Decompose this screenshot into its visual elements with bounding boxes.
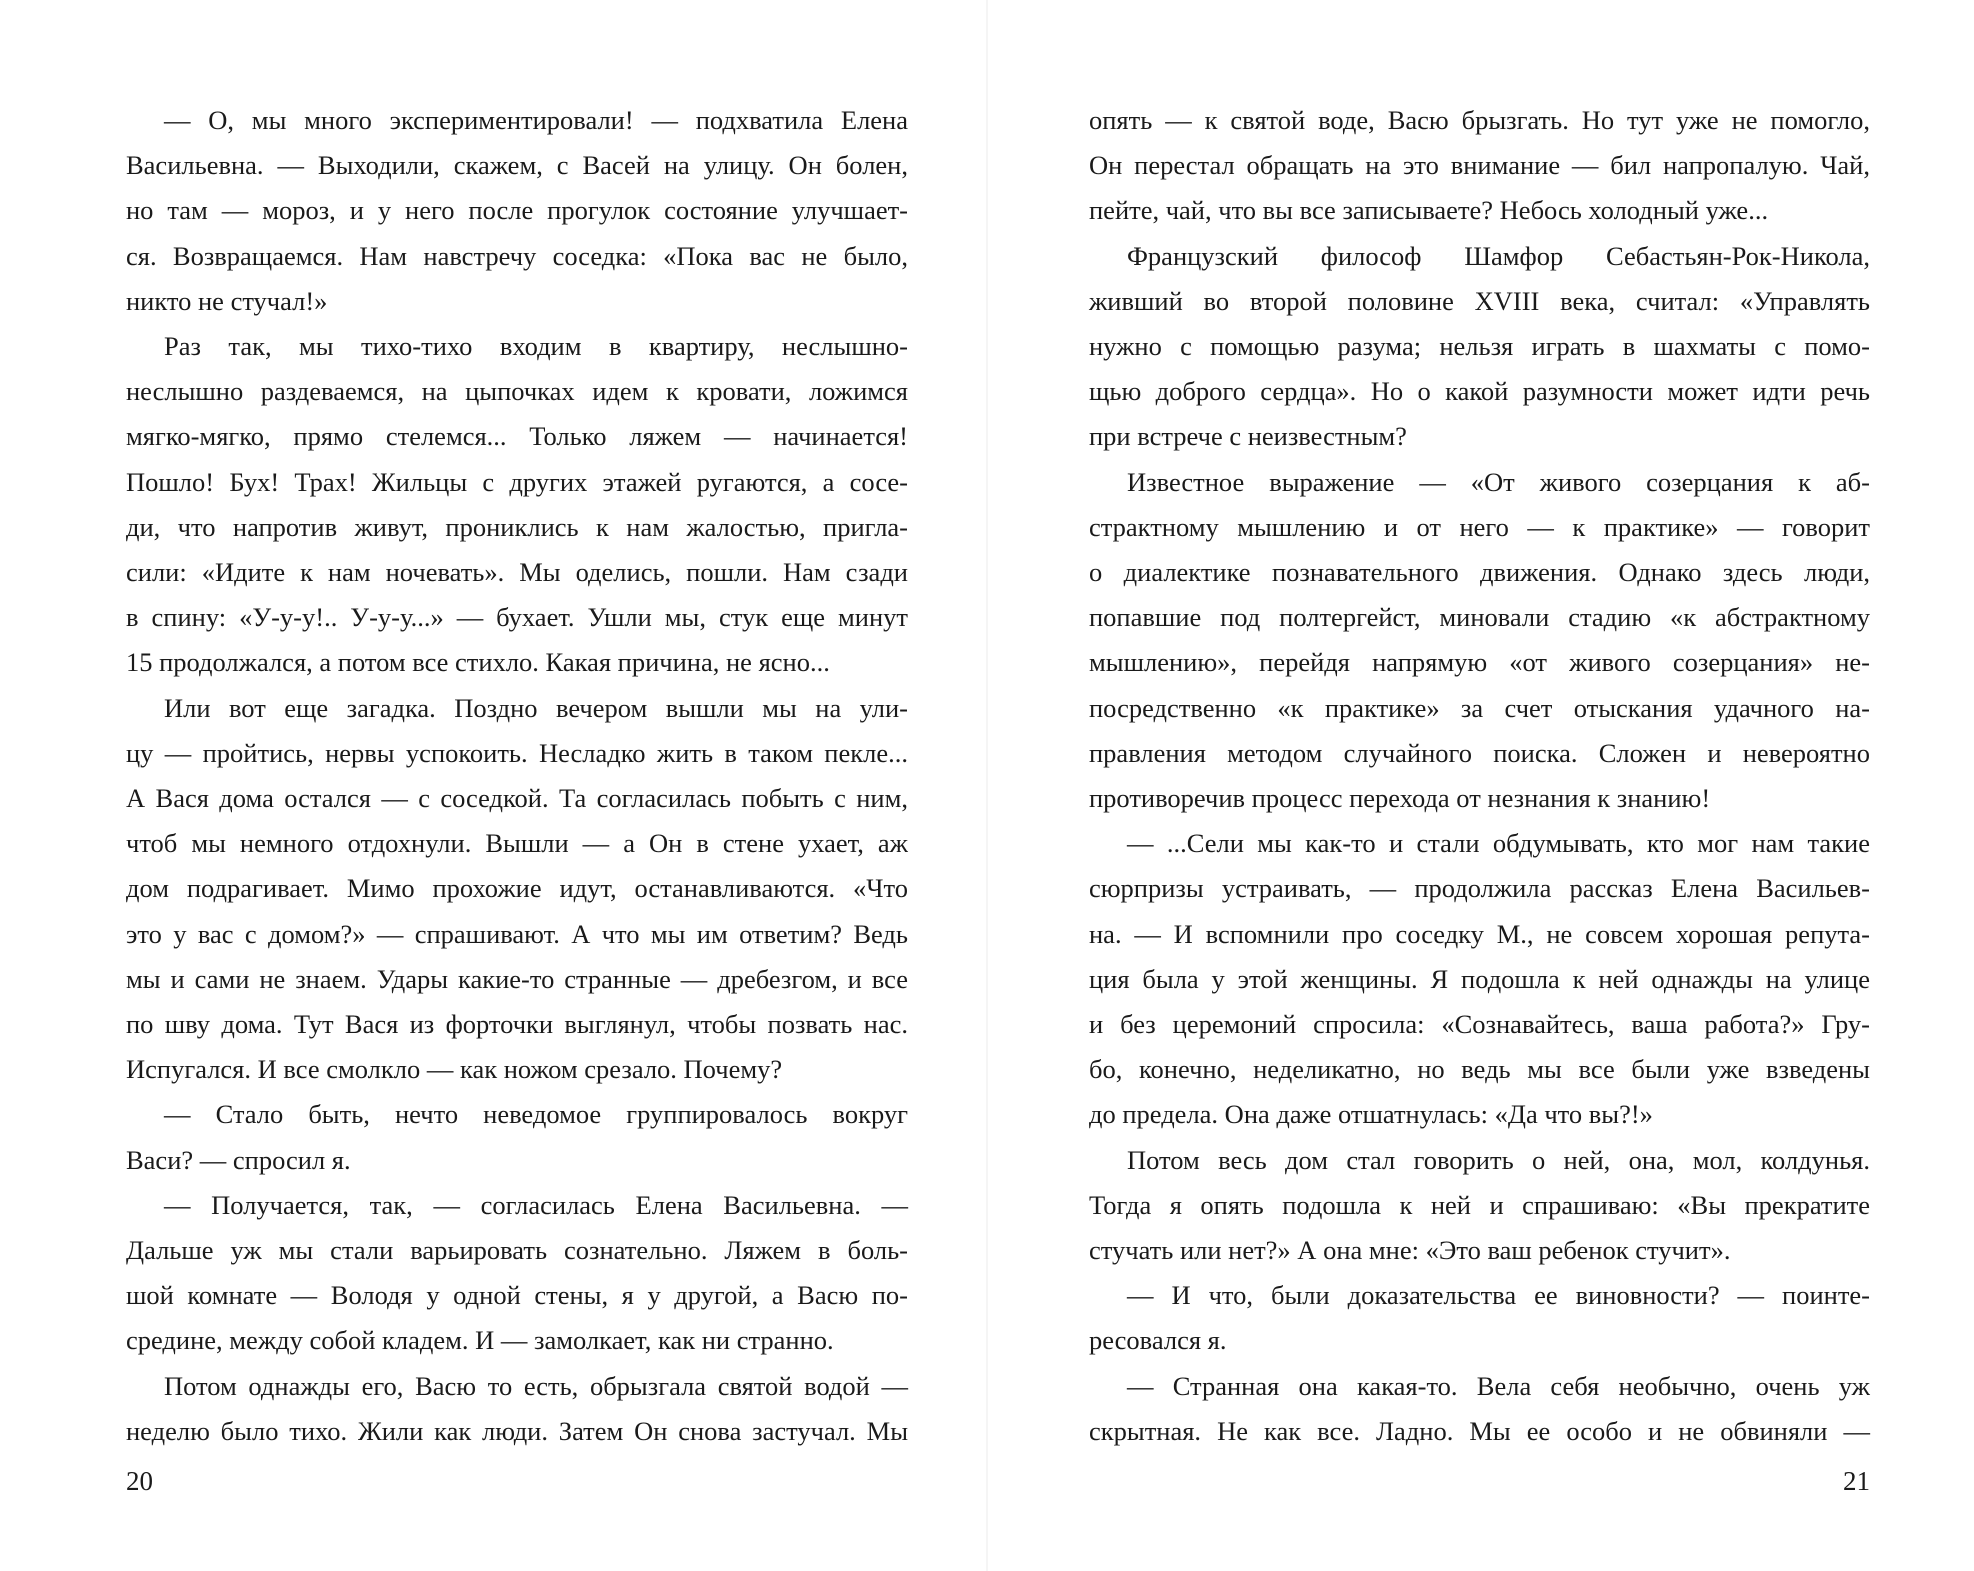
text-line: Пошло! Бух! Трах! Жильцы с других этажей ругаются, а сосе-: [126, 466, 908, 497]
text-line: мягко-мягко, прямо стелемся... Только ляжем — начинается!: [126, 421, 908, 452]
text-line: — О, мы много экспериментировали! — подхватила Елена: [164, 105, 908, 135]
text-line: А Вася дома остался — с соседкой. Та согласилась побыть с ним,: [126, 783, 908, 814]
text-line: — Стало быть, нечто неведомое группировалось вокруг: [164, 1099, 908, 1130]
text-line: щью доброго сердца». Но о какой разумности может идти речь: [1089, 376, 1870, 407]
left-page-text: [126, 98, 908, 1454]
page-gutter: [986, 0, 988, 1571]
text-line: на. — И вспомнили про соседку М., не совсем хорошая репута-: [1089, 918, 1870, 949]
text-line: страктному мышлению и от него — к практике» — говорит: [1089, 511, 1870, 542]
right-page-number: 21: [1843, 1466, 1870, 1496]
text-line: сили: «Идите к нам ночевать». Мы оделись, пошли. Нам сзади: [126, 557, 908, 588]
text-line: правления методом случайного поиска. Сложен и невероятно: [1089, 737, 1870, 768]
text-line: при встрече с неизвестным?: [1089, 421, 1407, 452]
text-line: шой комнате — Володя у одной стены, я у другой, а Васю по-: [126, 1280, 908, 1311]
text-line: неделю было тихо. Жили как люди. Затем Он снова застучал. Мы: [126, 1415, 908, 1446]
text-line: Дальше уж мы стали варьировать сознательно. Ляжем в боль-: [126, 1235, 908, 1266]
text-line: нужно с помощью разума; нельзя играть в шахматы с помо-: [1089, 331, 1870, 362]
text-line: в спину: «У-у-у!.. У-у-у...» — бухает. Ушли мы, стук еще минут: [126, 602, 908, 633]
text-line: по шву дома. Тут Вася из форточки выглянул, чтобы позвать нас.: [126, 1009, 908, 1040]
text-line: чтоб мы немного отдохнули. Вышли — а Он в стене ухает, аж: [126, 828, 908, 859]
text-line: ция была у этой женщины. Я подошла к ней однажды на улице: [1089, 963, 1870, 994]
text-line: дом подрагивает. Мимо прохожие идут, останавливаются. «Что: [126, 873, 908, 904]
text-line: ся. Возвращаемся. Нам навстречу соседка: «Пока вас не было,: [126, 240, 908, 271]
text-line: Тогда я опять подошла к ней и спрашиваю: «Вы прекратите: [1089, 1189, 1870, 1220]
text-line: средине, между собой кладем. И — замолкает, как ни странно.: [126, 1325, 834, 1356]
text-line: пейте, чай, что вы все записываете? Небось холодный уже...: [1089, 195, 1769, 226]
text-line: стучать или нет?» А она мне: «Это ваш ребенок стучит».: [1089, 1235, 1731, 1266]
text-line: бо, конечно, неделикатно, но ведь мы все были уже взведены: [1089, 1054, 1870, 1085]
text-line: ди, что напротив живут, прониклись к нам жалостью, пригла-: [126, 511, 908, 542]
text-line: попавшие под полтергейст, миновали стадию «к абстрактному: [1089, 602, 1870, 633]
text-line: сюрпризы устраивать, — продолжила рассказ Елена Васильев-: [1089, 873, 1870, 904]
text-line: Васильевна. — Выходили, скажем, с Васей на улицу. Он болен,: [126, 150, 908, 181]
text-line: Потом однажды его, Васю то есть, обрызгала святой водой —: [164, 1370, 908, 1401]
text-line: мы и сами не знаем. Удары какие-то странные — дребезгом, и все: [126, 963, 908, 994]
text-line: и без церемоний спросила: «Сознавайтесь, ваша работа?» Гру-: [1089, 1009, 1870, 1040]
text-line: — Странная она какая-то. Вела себя необычно, очень уж: [1127, 1370, 1870, 1401]
right-page-text: [1089, 98, 1870, 1454]
text-line: Потом весь дом стал говорить о ней, она, мол, колдунья.: [1127, 1144, 1870, 1175]
text-line: никто не стучал!»: [126, 285, 328, 316]
text-line: о диалектике познавательного движения. Однако здесь люди,: [1089, 557, 1870, 588]
text-line: живший во второй половине XVIII века, считал: «Управлять: [1089, 285, 1870, 316]
text-line: но там — мороз, и у него после прогулок состояние улучшает-: [126, 195, 908, 226]
text-line: цу — пройтись, нервы успокоить. Несладко жить в таком пекле...: [126, 737, 908, 768]
text-line: — И что, были доказательства ее виновности? — поинте-: [1127, 1280, 1870, 1311]
text-line: Он перестал обращать на это внимание — бил напропалую. Чай,: [1089, 150, 1870, 181]
text-line: Васи? — спросил я.: [126, 1144, 351, 1175]
text-line: — ...Сели мы как-то и стали обдумывать, кто мог нам такие: [1127, 828, 1870, 859]
text-line: ресовался я.: [1089, 1325, 1227, 1356]
text-line: мышлению», перейдя напрямую «от живого созерцания» не-: [1089, 647, 1870, 678]
text-line: опять — к святой воде, Васю брызгать. Но тут уже не помогло,: [1089, 105, 1870, 135]
text-line: Известное выражение — «От живого созерцания к аб-: [1127, 466, 1870, 497]
text-line: Испугался. И все смолкло — как ножом срезало. Почему?: [126, 1054, 783, 1085]
text-line: противоречив процесс перехода от незнания к знанию!: [1089, 783, 1711, 814]
text-line: Французский философ Шамфор Себастьян-Рок-Никола,: [1127, 240, 1870, 271]
text-line: скрытная. Не как все. Ладно. Мы ее особо и не обвиняли —: [1089, 1415, 1870, 1446]
text-line: Или вот еще загадка. Поздно вечером вышли мы на ули-: [164, 692, 908, 723]
text-line: Раз так, мы тихо-тихо входим в квартиру, неслышно-: [164, 331, 908, 362]
text-line: до предела. Она даже отшатнулась: «Да что вы?!»: [1089, 1099, 1653, 1130]
text-line: неслышно раздеваемся, на цыпочках идем к кровати, ложимся: [126, 376, 908, 407]
text-line: посредственно «к практике» за счет отыскания удачного на-: [1089, 692, 1870, 723]
text-line: — Получается, так, — согласилась Елена Васильевна. —: [164, 1189, 908, 1220]
left-page-number: 20: [126, 1466, 153, 1496]
text-line: это у вас с домом?» — спрашивают. А что мы им ответим? Ведь: [126, 918, 908, 949]
text-line: 15 продолжался, а потом все стихло. Какая причина, не ясно...: [126, 647, 830, 678]
